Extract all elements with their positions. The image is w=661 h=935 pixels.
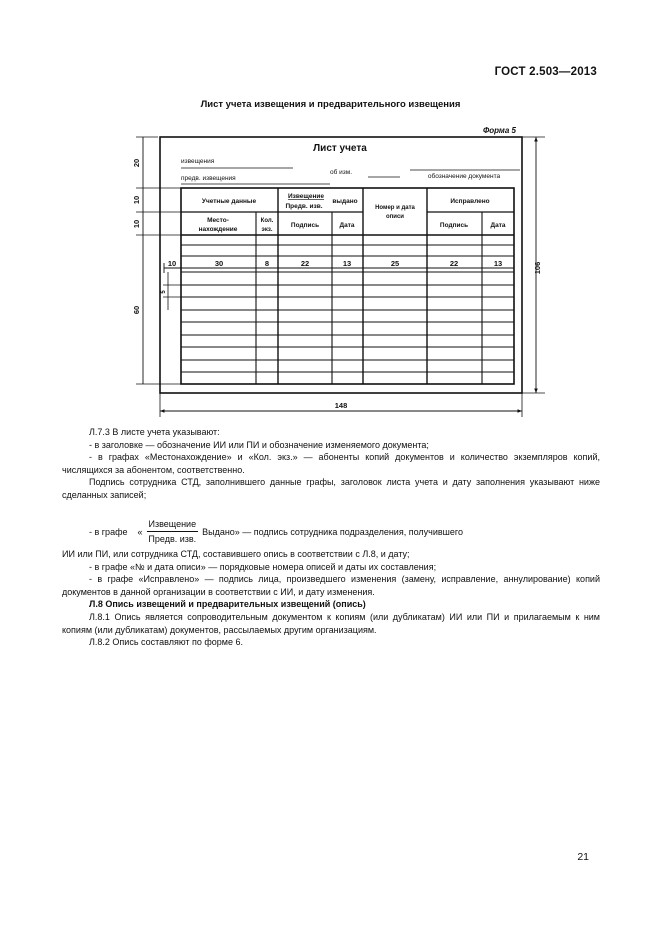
header-date-2: Дата	[490, 222, 506, 229]
dim-h10b: 10	[132, 219, 141, 229]
row2-label: предв. извещения	[181, 175, 236, 182]
header-qty-1: Кол.	[260, 218, 274, 224]
header-number-date-2: описи	[385, 214, 405, 220]
header-issued-word: выдано	[332, 198, 358, 205]
frac-prefix: - в графе	[89, 526, 128, 537]
fraction-line	[89, 518, 463, 545]
paragraph: Подпись сотрудника СТД, заполнившего данные графы, заголовок листа учета и дату заполнения указывают ниже сделанных записей;	[62, 477, 600, 500]
ob-label: об изм.	[330, 169, 353, 176]
paragraph: - в заголовке — обозначение ИИ или ПИ и обозначение изменяемого документа;	[89, 439, 429, 450]
paragraph: Л.8.2 Опись составляют по форме 6.	[89, 637, 244, 648]
header-signature-1: Подпись	[290, 222, 320, 229]
body-block-1	[62, 426, 600, 502]
form-label: Форма 5	[483, 126, 516, 135]
header-location-1: Место-	[207, 217, 229, 224]
dim-row-h: 5	[161, 290, 167, 294]
dim-h20: 20	[132, 158, 141, 168]
paragraph: - в графе «№ и дата описи» — порядковые номера описей и даты их составления;	[89, 561, 437, 572]
doc-label: обозначение документа	[427, 173, 501, 180]
header-account: Учетные данные	[201, 198, 257, 205]
header-location-2: нахождение	[198, 226, 238, 233]
form-table	[181, 188, 514, 384]
section-heading: Л.8 Опись извещений и предварительных извещений (опись)	[89, 599, 366, 610]
dim-total-width: 148	[334, 401, 348, 410]
figure-caption: Лист учета извещения и предварительного извещения	[200, 99, 461, 110]
dim-col-22b: 22	[449, 259, 459, 268]
fraction	[147, 518, 199, 545]
dim-col-13a: 13	[342, 259, 352, 268]
body-block-2	[62, 548, 600, 649]
header-date-1: Дата	[339, 222, 355, 229]
header-qty-2: экз.	[261, 227, 273, 233]
frac-denominator: Предв. изв.	[148, 534, 197, 544]
frac-open: «	[137, 526, 143, 537]
paragraph: Л.7.3 В листе учета указывают:	[89, 427, 220, 437]
header-corrected: Исправлено	[450, 198, 490, 205]
dim-col-10: 10	[167, 259, 177, 268]
row1-label: извещения	[181, 158, 215, 165]
header-number-date-1: Номер и дата	[375, 205, 415, 211]
frac-suffix: Выдано» — подпись сотрудника подразделения, получившего	[202, 526, 463, 537]
paragraph: Л.8.1 Опись является сопроводительным документом к копиям (или дубликатам) ИИ или ПИ и прилагаемым к ним копиям (или дубликатам) документов, рассылаемых другим организациям.	[62, 611, 600, 635]
page-number: 21	[577, 851, 589, 863]
dim-total-height: 106	[533, 261, 542, 275]
dim-h60: 60	[132, 305, 141, 315]
frac-numerator: Извещение	[147, 518, 199, 532]
form-title: Лист учета	[313, 143, 367, 154]
paragraph: ИИ или ПИ, или сотрудника СТД, составившего опись в соответствии с Л.8, и дату;	[62, 549, 410, 559]
header-issued-bottom: Предв. изв.	[285, 203, 323, 210]
dim-col-8: 8	[264, 259, 270, 268]
dim-col-22a: 22	[300, 259, 310, 268]
paragraph: - в графе «Исправлено» — подпись лица, произведшего изменения (замену, исправление, аннулирование) копий документов в данной организации в соответствии с ИИ, и дату изменения.	[62, 574, 600, 597]
form-drawing	[0, 0, 661, 420]
dim-col-13b: 13	[493, 259, 503, 268]
header-signature-2: Подпись	[439, 222, 469, 229]
header-issued-top: Извещение	[287, 193, 325, 200]
paragraph: - в графах «Местонахождение» и «Кол. экз.» — абоненты копий документов и количество экземпляров копий, числящихся за абонентом, соответственно.	[62, 452, 600, 475]
dim-col-30: 30	[214, 259, 224, 268]
dim-col-25: 25	[390, 259, 400, 268]
dim-h10a: 10	[132, 195, 141, 205]
standard-header: ГОСТ 2.503—2013	[494, 66, 597, 78]
